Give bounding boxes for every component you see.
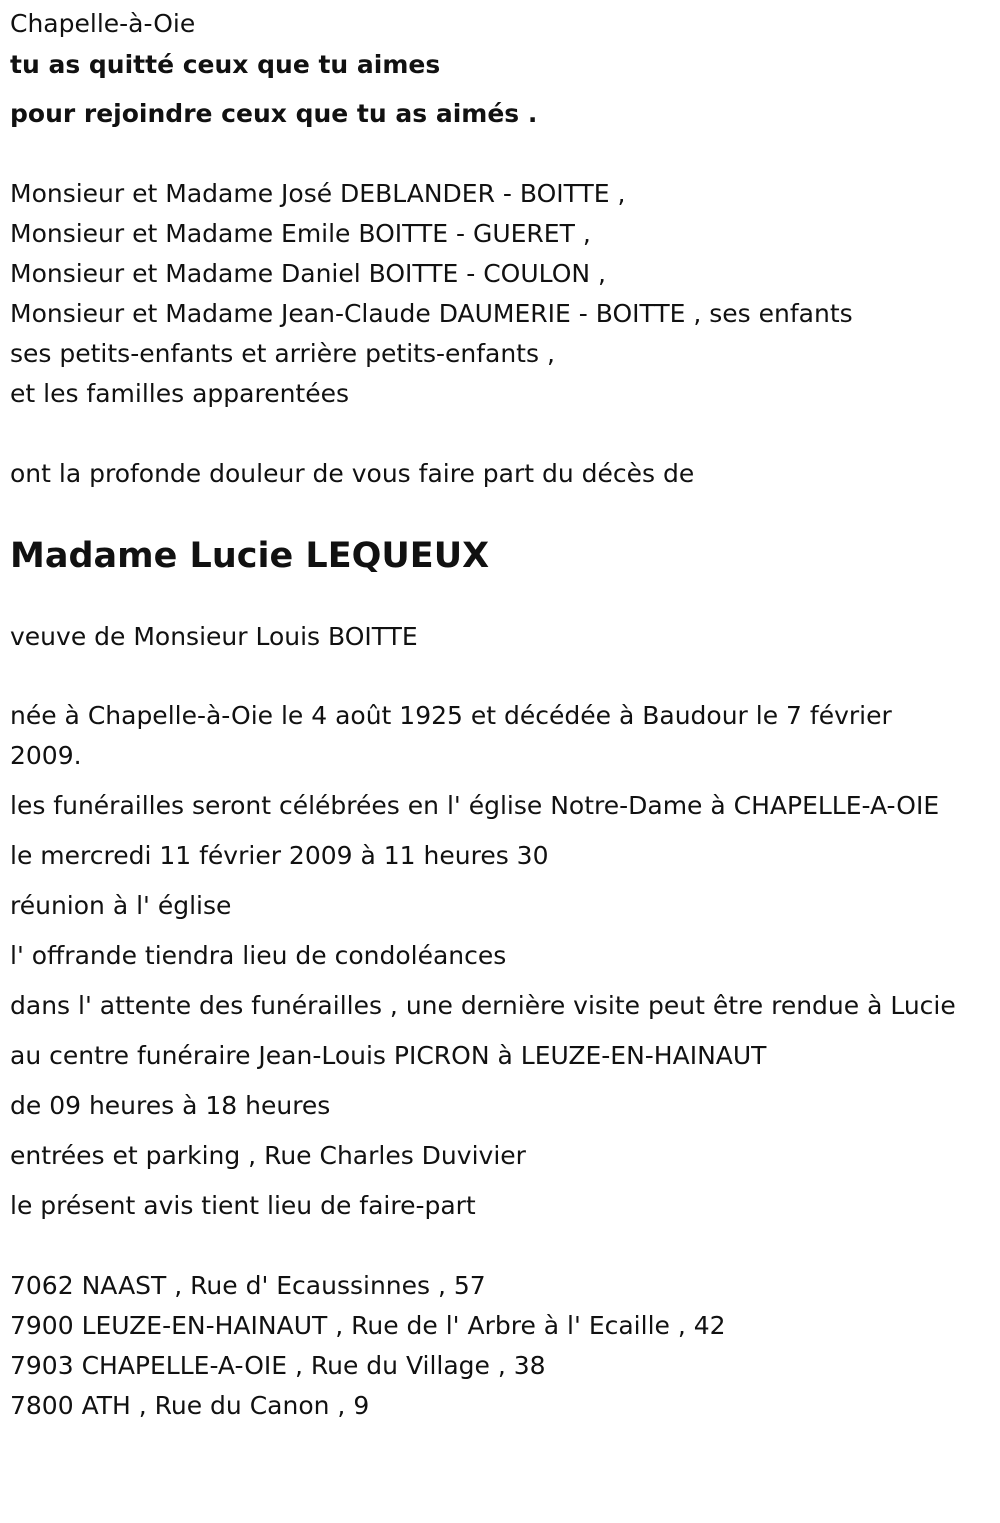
- deceased-name: Madame Lucie LEQUEUX: [10, 536, 490, 576]
- funeral-line: entrées et parking , Rue Charles Duvivier: [10, 1141, 526, 1170]
- funeral-line: le mercredi 11 février 2009 à 11 heures 30: [10, 841, 549, 870]
- funeral-details: [10, 786, 1000, 1226]
- funeral-line: au centre funéraire Jean-Louis PICRON à LEUZE-EN-HAINAUT: [10, 1041, 767, 1070]
- family-line: Monsieur et Madame José DEBLANDER - BOITTE ,: [10, 179, 626, 208]
- address-line: 7903 CHAPELLE-A-OIE , Rue du Village , 38: [10, 1351, 546, 1380]
- address-list: [10, 1266, 1000, 1426]
- header-quote-line-2: pour rejoindre ceux que tu as aimés .: [10, 99, 538, 128]
- funeral-line: les funérailles seront célébrées en l' église Notre-Dame à CHAPELLE-A-OIE: [10, 791, 940, 820]
- header-quote-line-1: tu as quitté ceux que tu aimes: [10, 50, 441, 79]
- family-line: Monsieur et Madame Daniel BOITTE - COULON ,: [10, 259, 606, 288]
- address-line: 7900 LEUZE-EN-HAINAUT , Rue de l' Arbre à l' Ecaille , 42: [10, 1311, 726, 1340]
- header-place: Chapelle-à-Oie: [10, 9, 196, 38]
- family-list: [10, 174, 1000, 414]
- address-line: 7800 ATH , Rue du Canon , 9: [10, 1391, 370, 1420]
- family-line: Monsieur et Madame Emile BOITTE - GUERET ,: [10, 219, 591, 248]
- funeral-line: réunion à l' église: [10, 891, 232, 920]
- family-line: et les familles apparentées: [10, 379, 350, 408]
- funeral-line: de 09 heures à 18 heures: [10, 1091, 331, 1120]
- birth-death: née à Chapelle-à-Oie le 4 août 1925 et décédée à Baudour le 7 février 2009.: [10, 701, 892, 770]
- address-line: 7062 NAAST , Rue d' Ecaussinnes , 57: [10, 1271, 486, 1300]
- funeral-line: le présent avis tient lieu de faire-part: [10, 1191, 476, 1220]
- funeral-line: dans l' attente des funérailles , une dernière visite peut être rendue à Lucie: [10, 991, 956, 1020]
- announcement: ont la profonde douleur de vous faire part du décès de: [10, 459, 695, 488]
- family-line: ses petits-enfants et arrière petits-enfants ,: [10, 339, 555, 368]
- widow-of: veuve de Monsieur Louis BOITTE: [10, 622, 418, 651]
- funeral-line: l' offrande tiendra lieu de condoléances: [10, 941, 507, 970]
- family-line: Monsieur et Madame Jean-Claude DAUMERIE - BOITTE , ses enfants: [10, 299, 853, 328]
